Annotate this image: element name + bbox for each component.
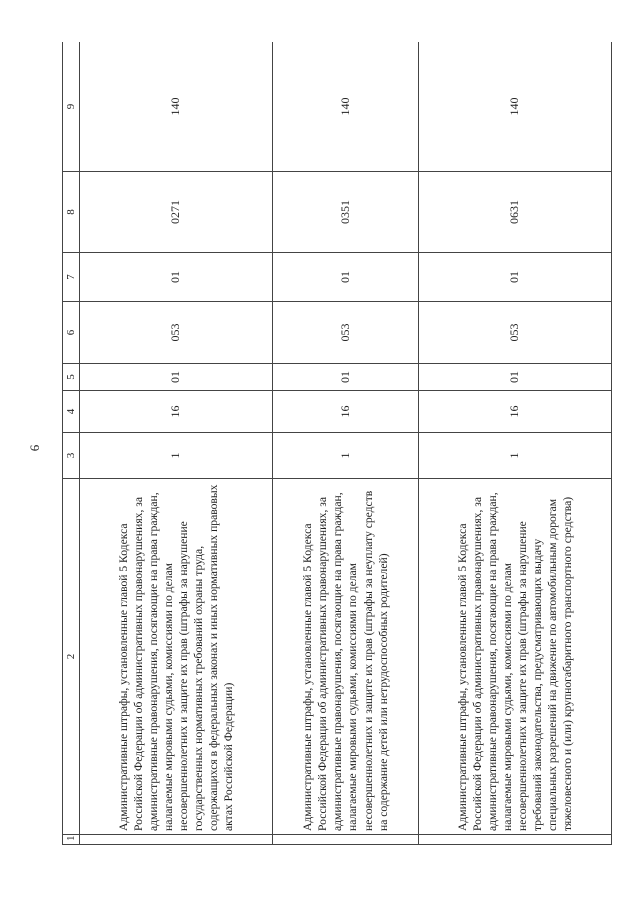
cell-col9: 140 (418, 42, 611, 172)
col-header-4: 4 (63, 391, 80, 433)
col-header-5: 5 (63, 364, 80, 391)
cell-col4: 16 (273, 391, 418, 433)
page-number: 6 (27, 444, 42, 452)
cell-col9: 140 (80, 42, 273, 172)
rotated-table-container (62, 42, 612, 845)
col-header-6: 6 (63, 302, 80, 364)
cell-description: Административные штрафы, установленные главой 5 Кодекса Российской Федерации об административных правонарушениях, за административные правонарушения, посягающие на права граждан, налагаемые мировыми судьями, комиссиями по делам несовершеннолетних и защите их прав (штрафы за нарушение требований законодательства, предусматривающих выдачу специальных разрешений на движение по автомобильным дорогам тяжеловесного и (или) крупногабаритного транспортного средства) (418, 479, 611, 835)
cell-col5: 01 (80, 364, 273, 391)
cell-col8: 0351 (273, 172, 418, 253)
cell-description: Административные штрафы, установленные главой 5 Кодекса Российской Федерации об административных правонарушениях, за административные правонарушения, посягающие на права граждан, налагаемые мировыми судьями, комиссиями по делам несовершеннолетних и защите их прав (штрафы за неуплату средств на содержание детей или нетрудоспособных родителей) (273, 479, 418, 835)
cell-col6: 053 (418, 302, 611, 364)
col-header-2: 2 (63, 479, 80, 835)
table-row (273, 42, 418, 845)
rotated-table-frame (62, 42, 612, 845)
table-row (418, 42, 611, 845)
cell-col1 (418, 835, 611, 845)
cell-col3: 1 (418, 433, 611, 479)
cell-col4: 16 (418, 391, 611, 433)
cell-col5: 01 (273, 364, 418, 391)
header-row (63, 42, 80, 845)
col-header-7: 7 (63, 253, 80, 302)
cell-col7: 01 (80, 253, 273, 302)
cell-col3: 1 (80, 433, 273, 479)
cell-col8: 0631 (418, 172, 611, 253)
cell-col1 (273, 835, 418, 845)
table-row (80, 42, 273, 845)
fee-classification-table (62, 42, 612, 845)
cell-col7: 01 (418, 253, 611, 302)
cell-col6: 053 (80, 302, 273, 364)
col-header-3: 3 (63, 433, 80, 479)
col-header-1: 1 (63, 835, 80, 845)
cell-col7: 01 (273, 253, 418, 302)
cell-description: Административные штрафы, установленные главой 5 Кодекса Российской Федерации об административных правонарушениях, за административные правонарушения, посягающие на права граждан, налагаемые мировыми судьями, комиссиями по делам несовершеннолетних и защите их прав (штрафы за нарушение государственных нормативных требований охраны труда, содержащихся в федеральных законах и иных нормативных правовых актах Российской Федерации) (80, 479, 273, 835)
cell-col9: 140 (273, 42, 418, 172)
cell-col4: 16 (80, 391, 273, 433)
cell-col3: 1 (273, 433, 418, 479)
col-header-8: 8 (63, 172, 80, 253)
cell-col5: 01 (418, 364, 611, 391)
cell-col6: 053 (273, 302, 418, 364)
cell-col8: 0271 (80, 172, 273, 253)
cell-col1 (80, 835, 273, 845)
col-header-9: 9 (63, 42, 80, 172)
